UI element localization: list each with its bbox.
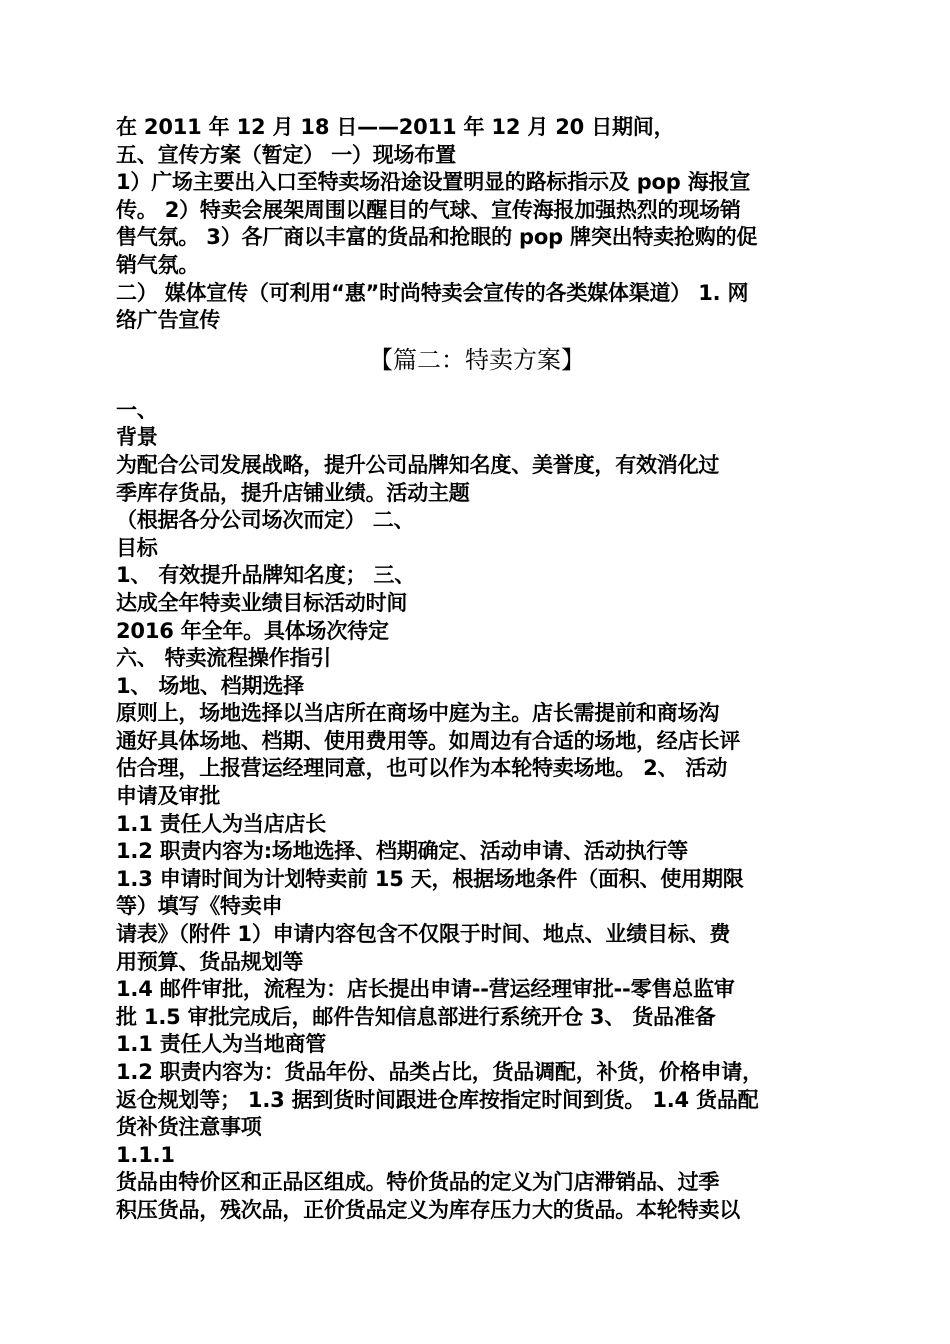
- text-line: 1.1 责任人为当店店长: [116, 811, 327, 836]
- text-line: 1.1 责任人为当地商管: [116, 1032, 327, 1057]
- text-line: 1.3 申请时间为计划特卖前 15 天，根据场地条件（面积、使用期限: [116, 866, 744, 891]
- text-line: 申请及审批: [116, 784, 220, 809]
- text-line: 六、 特卖流程操作指引: [116, 646, 332, 671]
- top-paragraphs: [116, 114, 838, 335]
- text-line: 销气氛。: [116, 252, 200, 277]
- text-line: 货补货注意事项: [116, 1115, 262, 1140]
- text-line: 售气氛。 3）各厂商以丰富的货品和抢眼的 pop 牌突出特卖抢购的促: [116, 225, 758, 250]
- text-line: 一、: [116, 397, 158, 422]
- text-line: 积压货品，残次品，正价货品定义为库存压力大的货品。本轮特卖以: [116, 1197, 740, 1222]
- text-line: 季库存货品，提升店铺业绩。活动主题: [116, 480, 470, 505]
- text-line: 二） 媒体宣传（可利用“惠”时尚特卖会宣传的各类媒体渠道） 1. 网: [116, 280, 749, 305]
- text-line: 在 2011 年 12 月 18 日——2011 年 12 月 20 日期间，: [116, 115, 675, 139]
- text-line: 1.1.1: [116, 1142, 175, 1167]
- section-title: 【篇二：特卖方案】: [369, 345, 585, 374]
- text-line: 通好具体场地、档期、使用费用等。如周边有合适的场地，经店长评: [116, 728, 740, 753]
- bottom-paragraphs: [116, 397, 838, 1225]
- text-line: 络广告宣传: [116, 308, 220, 333]
- text-line: （根据各分公司场次而定） 二、: [116, 508, 415, 533]
- text-line: 等）填写《特卖申: [116, 894, 283, 919]
- text-line: 请表》（附件 1）申请内容包含不仅限于时间、地点、业绩目标、费: [116, 922, 731, 947]
- text-line: 2016 年全年。具体场次待定: [116, 618, 389, 643]
- text-line: 1）广场主要出入口至特卖场沿途设置明显的路标指示及 pop 海报宣: [116, 170, 751, 195]
- text-line: 五、宣传方案（暂定） 一）现场布置: [116, 142, 456, 167]
- text-line: 目标: [116, 535, 158, 560]
- text-line: 达成全年特卖业绩目标活动时间: [116, 590, 408, 615]
- text-line: 1.2 职责内容为:场地选择、档期确定、活动申请、活动执行等: [116, 839, 688, 864]
- text-line: 用预算、货品规划等: [116, 949, 304, 974]
- text-line: 1.2 职责内容为：货品年份、品类占比，货品调配，补货，价格申请，: [116, 1060, 763, 1084]
- text-line: 传。 2）特卖会展架周围以醒目的气球、宣传海报加强热烈的现场销: [116, 197, 741, 222]
- text-line: 估合理，上报营运经理同意，也可以作为本轮特卖场地。 2、 活动: [116, 756, 728, 781]
- text-line: 原则上，场地选择以当店所在商场中庭为主。店长需提前和商场沟: [116, 701, 720, 726]
- text-line: 返仓规划等； 1.3 据到货时间跟进仓库按指定时间到货。 1.4 货品配: [116, 1087, 759, 1112]
- text-line: 背景: [116, 425, 158, 450]
- document-body: [116, 114, 838, 1225]
- text-line: 为配合公司发展战略，提升公司品牌知名度、美誉度，有效消化过: [116, 452, 720, 477]
- text-line: 1、 场地、档期选择: [116, 673, 304, 698]
- text-line: 货品由特价区和正品区组成。特价货品的定义为门店滞销品、过季: [116, 1170, 720, 1195]
- text-line: 批 1.5 审批完成后，邮件告知信息部进行系统开仓 3、 货品准备: [116, 1004, 716, 1029]
- text-line: 1.4 邮件审批，流程为：店长提出申请--营运经理审批--零售总监审: [116, 977, 735, 1002]
- text-line: 1、 有效提升品牌知名度； 三、: [116, 563, 416, 588]
